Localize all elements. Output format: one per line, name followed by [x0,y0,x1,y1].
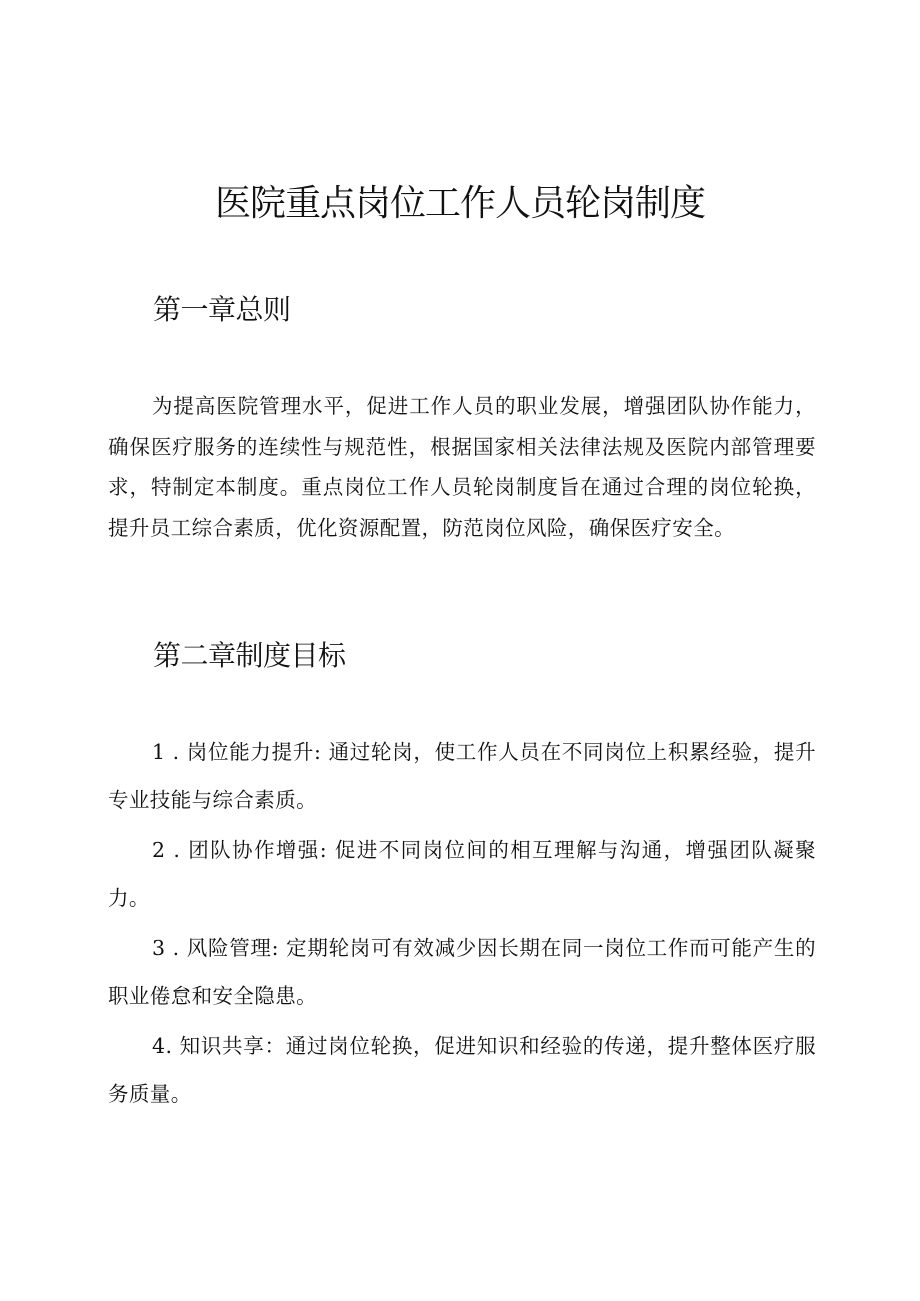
document-title: 医院重点岗位工作人员轮岗制度 [214,183,705,224]
goal-item-4: 4. 知识共享：通过岗位轮换，促进知识和经验的传递，提升整体医疗服务质量。 [108,1034,816,1106]
chapter-1-heading: 第一章总则 [153,293,291,326]
chapter-1-paragraph: 为提高医院管理水平，促进工作人员的职业发展，增强团队协作能力，确保医疗服务的连续性与规范性，根据国家相关法律法规及医院内部管理要求，特制定本制度。重点岗位工作人员轮岗制度旨在通过合理的岗位轮换，提升员工综合素质，优化资源配置，防范岗位风险，确保医疗安全。 [108,394,816,540]
goal-item-1: 1 . 岗位能力提升: 通过轮岗，使工作人员在不同岗位上积累经验，提升专业技能与综合素质。 [108,740,816,812]
goal-item-3: 3 . 风险管理: 定期轮岗可有效减少因长期在同一岗位工作而可能产生的职业倦怠和安全隐患。 [108,936,816,1008]
goal-item-2: 2 . 团队协作增强: 促进不同岗位间的相互理解与沟通，增强团队凝聚力。 [108,838,816,910]
chapter-2-heading: 第二章制度目标 [153,639,346,672]
